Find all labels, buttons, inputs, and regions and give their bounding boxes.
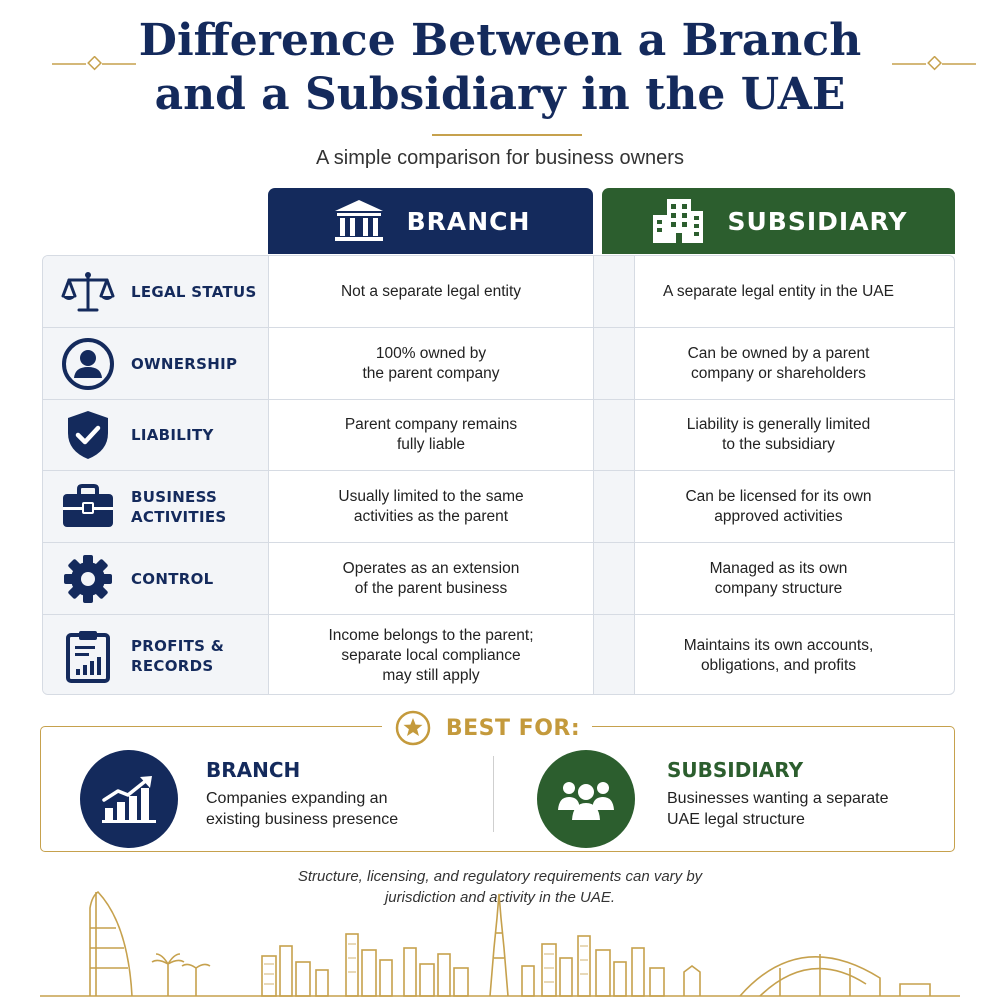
- best-for-subsidiary-desc: Businesses wanting a separate UAE legal structure: [667, 790, 889, 828]
- row-title: BUSINESS ACTIVITIES: [131, 487, 227, 526]
- row-label-cell: [43, 471, 269, 542]
- row-title: PROFITS & RECORDS: [131, 636, 225, 675]
- subsidiary-column-header: [602, 188, 955, 254]
- row-title: CONTROL: [131, 569, 214, 588]
- best-for-title: BEST FOR:: [445, 715, 581, 741]
- best-for-subsidiary-name: SUBSIDIARY: [667, 758, 804, 782]
- comparison-table: [42, 255, 955, 695]
- scales-icon: [59, 263, 117, 321]
- subsidiary-cell: Can be owned by a parent company or shareholders: [687, 344, 870, 382]
- row-label-cell: [43, 543, 269, 614]
- footnote: Structure, licensing, and regulatory requirements can vary by jurisdiction and activity in the UAE.: [297, 868, 703, 906]
- group-icon: [537, 750, 635, 848]
- branch-column-label: BRANCH: [406, 206, 531, 236]
- shield-check-icon: [59, 406, 117, 464]
- subsidiary-cell: Can be licensed for its own approved activities: [685, 487, 872, 525]
- page-subtitle: A simple comparison for business owners: [316, 147, 684, 169]
- table-row: [43, 399, 954, 470]
- branch-cell: Operates as an extension of the parent business: [269, 543, 594, 614]
- title-line-2: and a Subsidiary in the UAE: [154, 69, 846, 120]
- page-title: [0, 14, 1000, 122]
- briefcase-icon: [59, 478, 117, 536]
- row-label-cell: [43, 328, 269, 399]
- branch-cell: Not a separate legal entity: [269, 256, 594, 327]
- table-row: [43, 470, 954, 542]
- subsidiary-cell: Liability is generally limited to the subsidiary: [686, 416, 871, 453]
- subsidiary-cell: Maintains its own accounts, obligations, and profits: [683, 636, 874, 674]
- subsidiary-cell: A separate legal entity in the UAE: [663, 282, 894, 300]
- row-label-cell: [43, 256, 269, 327]
- dubai-skyline-illustration: [0, 888, 1000, 1000]
- row-title: LEGAL STATUS: [131, 282, 257, 301]
- subsidiary-cell: Managed as its own company structure: [709, 559, 848, 597]
- table-row: [43, 542, 954, 614]
- branch-cell: 100% owned by the parent company: [269, 328, 594, 399]
- table-row: [43, 614, 954, 695]
- office-building-icon: [649, 197, 707, 245]
- branch-cell: Usually limited to the same activities as the parent: [269, 471, 594, 542]
- row-title: OWNERSHIP: [131, 354, 238, 373]
- bank-building-icon: [331, 198, 387, 244]
- person-icon: [59, 335, 117, 393]
- table-row: [43, 327, 954, 399]
- row-label-cell: [43, 615, 269, 695]
- ornament-left-icon: [52, 56, 136, 72]
- branch-cell: Income belongs to the parent; separate local compliance may still apply: [269, 615, 594, 695]
- best-for-divider: [493, 756, 494, 832]
- growth-chart-icon: [80, 750, 178, 848]
- branch-cell: Parent company remains fully liable: [269, 400, 594, 470]
- best-for-branch-name: BRANCH: [206, 758, 301, 782]
- table-row: [43, 256, 954, 327]
- ornament-right-icon: [892, 56, 976, 72]
- subsidiary-column-label: SUBSIDIARY: [727, 206, 908, 236]
- branch-column-header: [268, 188, 593, 254]
- row-label-cell: [43, 400, 269, 470]
- title-divider: [432, 134, 582, 136]
- clipboard-chart-icon: [59, 627, 117, 685]
- best-for-branch-desc: Companies expanding an existing business presence: [206, 790, 399, 828]
- row-title: LIABILITY: [131, 426, 214, 444]
- best-for-heading: [382, 708, 592, 748]
- title-line-1: Difference Between a Branch: [138, 15, 862, 66]
- star-icon: [394, 709, 432, 747]
- gear-icon: [59, 550, 117, 608]
